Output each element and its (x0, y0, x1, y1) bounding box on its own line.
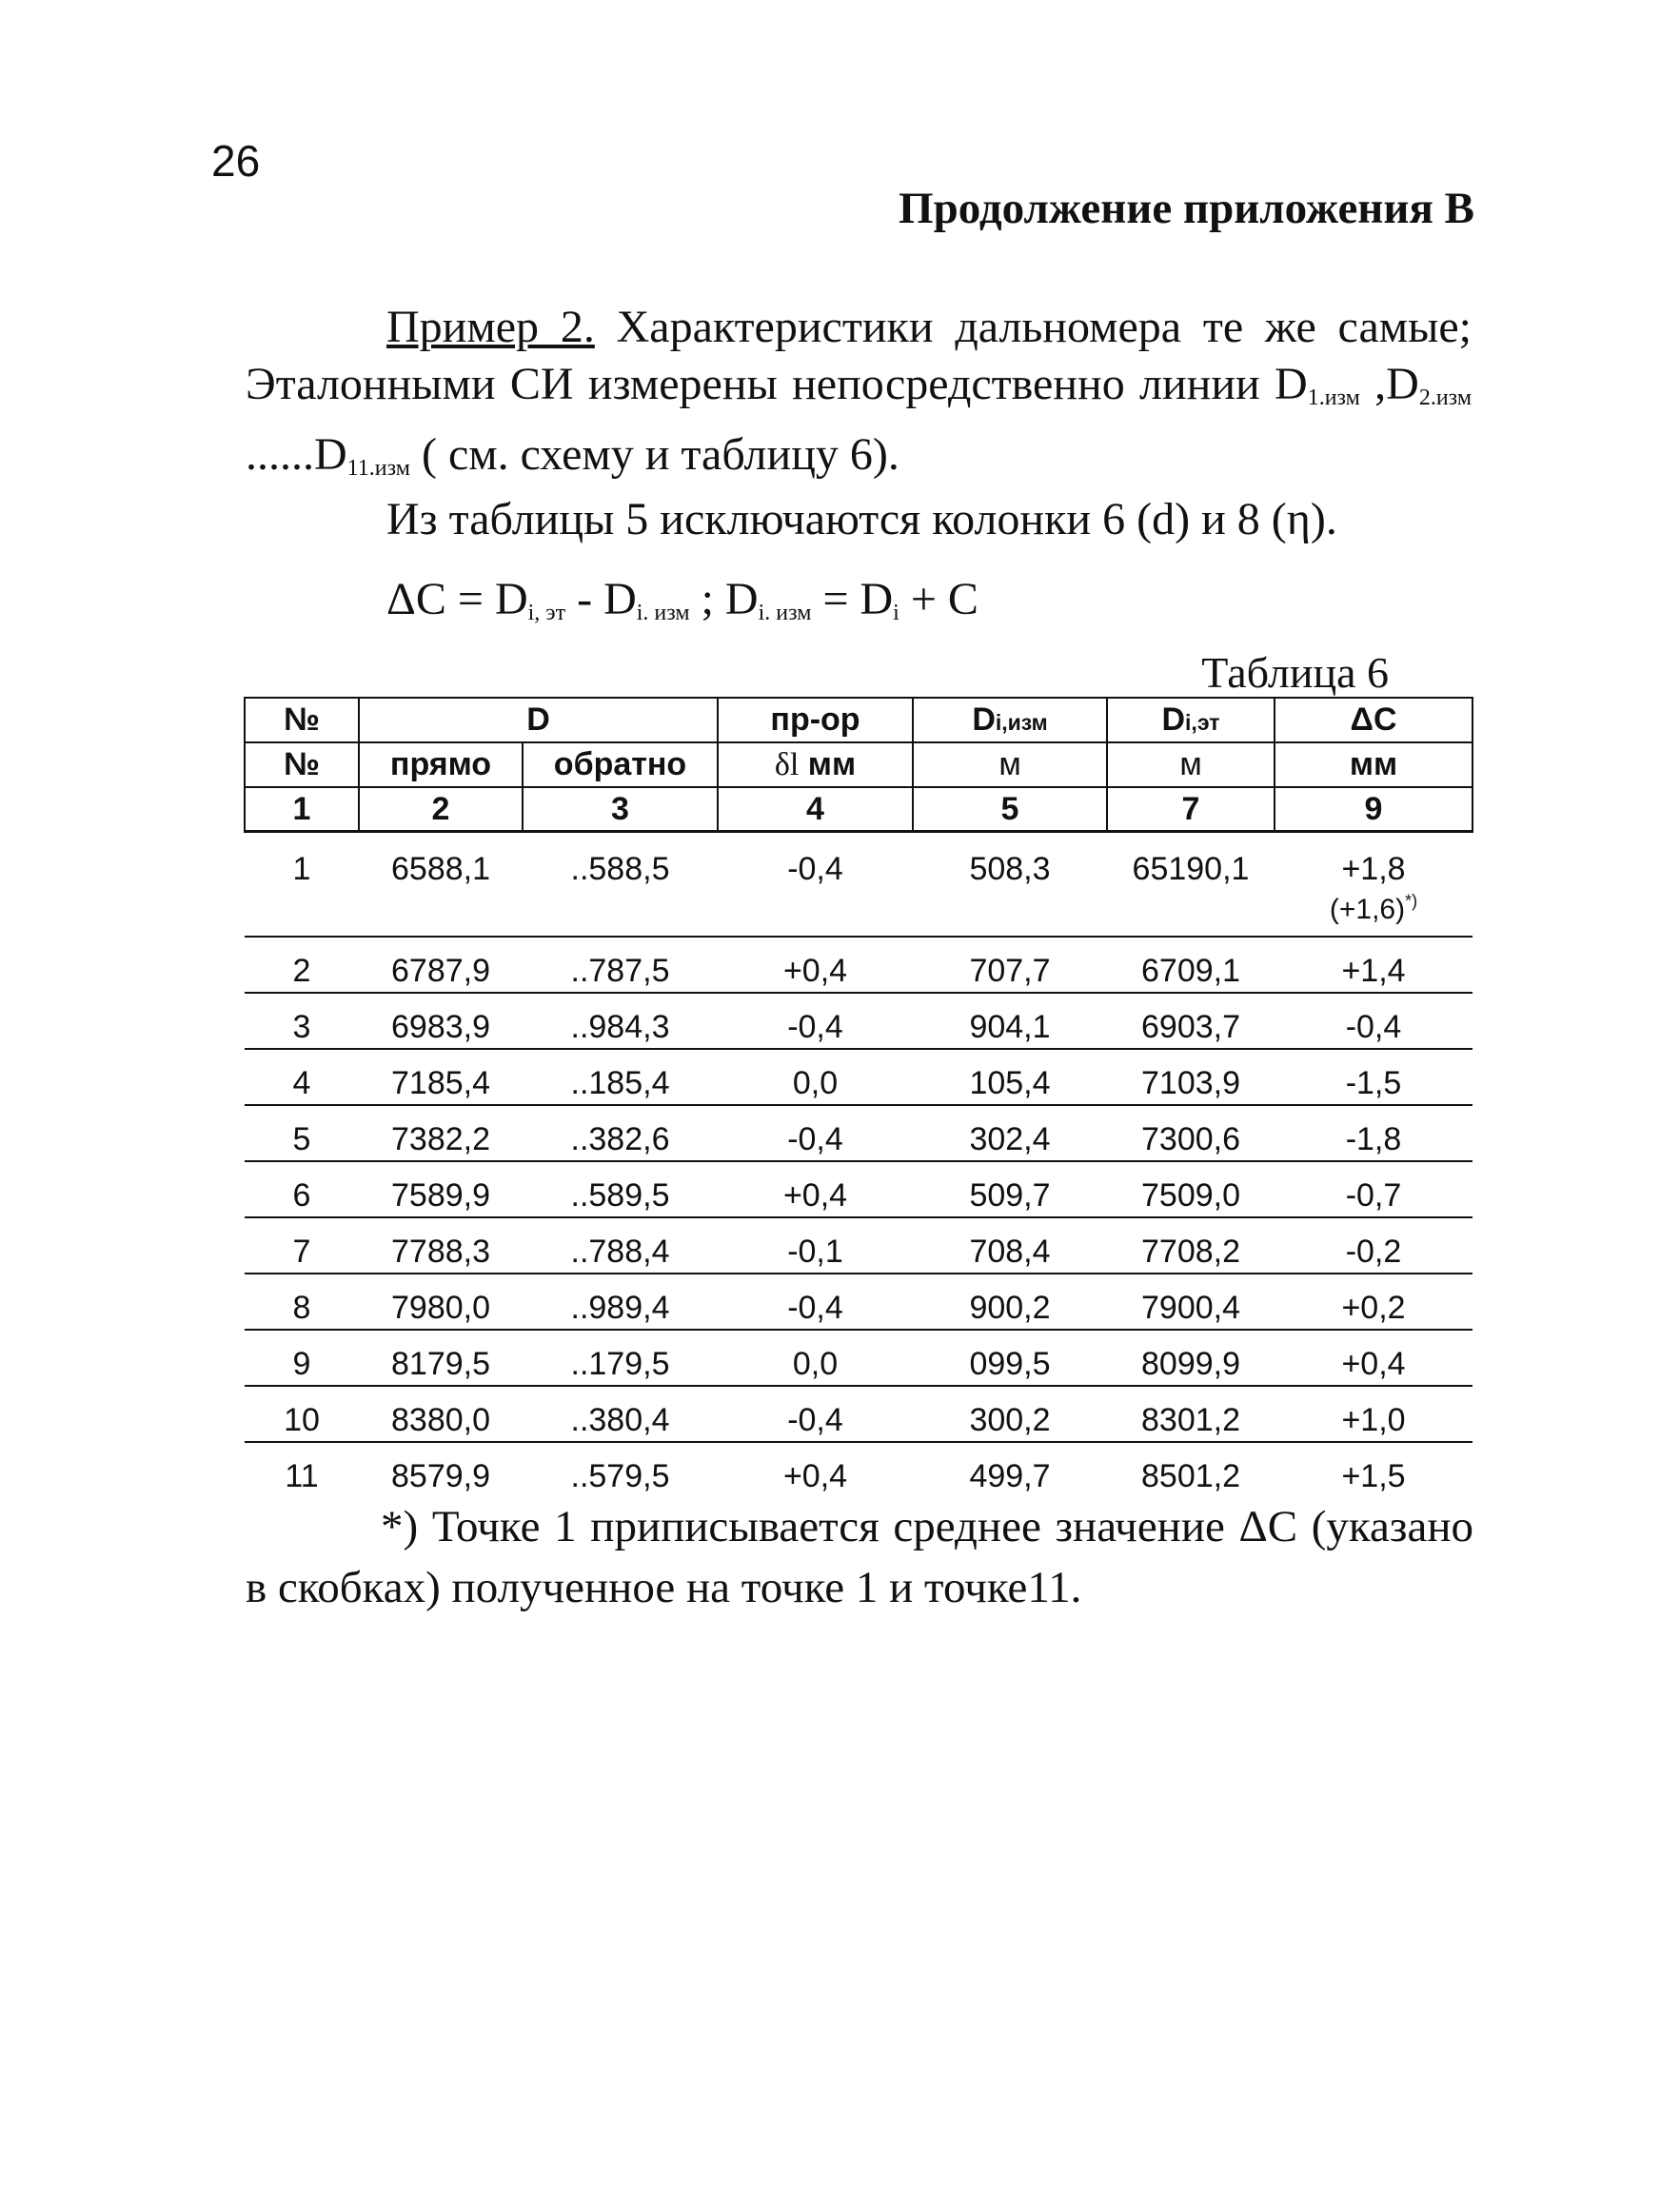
table-row (245, 1105, 1472, 1161)
table-cell: 708,4 (913, 1217, 1107, 1274)
column-number: 2 (359, 787, 523, 832)
table-cell: ..380,4 (523, 1386, 718, 1442)
table-cell: -0,7 (1275, 1161, 1472, 1217)
column-number: 9 (1275, 787, 1472, 832)
table-cell: -0,4 (718, 1386, 913, 1442)
subscript-1: 1.изм (1307, 385, 1360, 410)
example-text-a: Характеристики дальномера те же самые; Эталонными СИ измерены непосредственно линии D (246, 302, 1472, 409)
header-det (1107, 698, 1275, 742)
table-row (245, 993, 1472, 1049)
formula-c: ; D (689, 574, 759, 624)
table-cell: ..179,5 (523, 1330, 718, 1386)
formula-e: + C (899, 574, 978, 624)
example-text-b: ,D (1359, 359, 1419, 409)
table-cell: 9 (245, 1330, 359, 1386)
data-table (244, 697, 1473, 1497)
table-caption: Таблица 6 (1201, 648, 1389, 697)
table-cell: ..984,3 (523, 993, 718, 1049)
table-cell: 707,7 (913, 937, 1107, 993)
table-row (245, 937, 1472, 993)
table-row (245, 1386, 1472, 1442)
table-cell: +1,4 (1275, 937, 1472, 993)
formula (386, 571, 1529, 642)
table-cell: -0,4 (718, 993, 913, 1049)
table-cell: 6787,9 (359, 937, 523, 993)
header-no-bottom: № (245, 742, 359, 787)
table-cell: 904,1 (913, 993, 1107, 1049)
subscript-2: 2.изм (1418, 385, 1472, 410)
empty-cell (245, 890, 359, 937)
formula-sub-1: i, эт (527, 601, 566, 625)
header-pror-bottom (718, 742, 913, 787)
table-cell: +1,5 (1341, 1458, 1406, 1494)
table-cell: ..787,5 (523, 937, 718, 993)
table-cell: -0,2 (1275, 1217, 1472, 1274)
table-cell: ..382,6 (523, 1105, 718, 1161)
table-cell: 508,3 (969, 851, 1051, 887)
example-text-d: ( см. схему и таблицу 6). (409, 429, 899, 480)
column-number: 4 (718, 787, 913, 832)
table-cell: 8579,9 (391, 1458, 490, 1494)
table-cell: 7103,9 (1107, 1049, 1275, 1105)
table-row (245, 832, 1472, 891)
header-dc-top: ΔC (1275, 698, 1472, 742)
table-cell: 6903,7 (1107, 993, 1275, 1049)
table-cell: ..989,4 (523, 1274, 718, 1330)
table-cell: 499,7 (969, 1458, 1051, 1494)
formula-d: = D (811, 574, 894, 624)
table-cell: 900,2 (913, 1274, 1107, 1330)
table-cell: 6 (245, 1161, 359, 1217)
table-row (245, 1161, 1472, 1217)
table-cell: ..788,4 (523, 1217, 718, 1274)
formula-sub-3: i. изм (758, 601, 812, 625)
empty-cell (718, 890, 913, 937)
header-d: D (359, 698, 718, 742)
header-forward: прямо (359, 742, 523, 787)
table-cell: +0,2 (1275, 1274, 1472, 1330)
table-cell: 7 (245, 1217, 359, 1274)
header-pror-top: пр-ор (718, 698, 913, 742)
table-cell: 6588,1 (391, 851, 490, 887)
exclusion-note: Из таблицы 5 исключаются колонки 6 (d) и 8 (η). (386, 494, 1337, 544)
table-row (245, 1049, 1472, 1105)
empty-cell (523, 890, 718, 937)
table-cell: 0,0 (718, 1330, 913, 1386)
formula-sub-2: i. изм (636, 601, 690, 625)
table-cell: 8380,0 (359, 1386, 523, 1442)
header-pror-unit: мм (799, 746, 857, 782)
table-cell: 7382,2 (359, 1105, 523, 1161)
table-cell: 7980,0 (359, 1274, 523, 1330)
column-number: 3 (523, 787, 718, 832)
table-cell: -0,4 (718, 1105, 913, 1161)
header-dizm-unit: м (913, 742, 1107, 787)
table-cell: 8501,2 (1141, 1458, 1240, 1494)
table-row (245, 1330, 1472, 1386)
table-cell: 8301,2 (1107, 1386, 1275, 1442)
table-cell: 5 (245, 1105, 359, 1161)
appendix-title: Продолжение приложения В (899, 184, 1474, 233)
table-cell: 8 (245, 1274, 359, 1330)
header-dizm-main: D (972, 701, 996, 738)
header-no-top: № (245, 698, 359, 742)
table-cell: 105,4 (913, 1049, 1107, 1105)
table-row (245, 1442, 1472, 1497)
table-cell: -0,4 (1275, 993, 1472, 1049)
table-cell: +0,4 (718, 937, 913, 993)
table-cell: 65190,1 (1132, 851, 1250, 887)
table-cell: -1,8 (1275, 1105, 1472, 1161)
table-cell: 300,2 (913, 1386, 1107, 1442)
table-cell: ..579,5 (570, 1458, 670, 1494)
table-cell: +0,4 (1275, 1330, 1472, 1386)
header-dizm (913, 698, 1107, 742)
table-cell: -1,5 (1275, 1049, 1472, 1105)
table-cell: 7509,0 (1107, 1161, 1275, 1217)
table-cell: 7900,4 (1107, 1274, 1275, 1330)
table-cell: +0,4 (718, 1161, 913, 1217)
empty-cell (1107, 890, 1275, 937)
table-cell: 4 (245, 1049, 359, 1105)
table-cell: 0,0 (718, 1049, 913, 1105)
table-cell: 6983,9 (359, 993, 523, 1049)
formula-a: ΔC = D (386, 574, 528, 624)
table-cell: 10 (245, 1386, 359, 1442)
table-cell: 8179,5 (359, 1330, 523, 1386)
delta-note (1275, 890, 1472, 937)
empty-cell (913, 890, 1107, 937)
table-cell: 3 (245, 993, 359, 1049)
column-number: 5 (913, 787, 1107, 832)
table-cell: -0,4 (718, 1274, 913, 1330)
table-cell: ..185,4 (523, 1049, 718, 1105)
table-cell: +1,0 (1275, 1386, 1472, 1442)
table-row (245, 1274, 1472, 1330)
formula-sub-4: i (893, 601, 899, 625)
delta-note-value: (+1,6) (1329, 894, 1406, 925)
header-dc-unit: мм (1275, 742, 1472, 787)
column-number-row (245, 787, 1472, 832)
table-cell: 8099,9 (1107, 1330, 1275, 1386)
example-paragraph (246, 299, 1472, 497)
example-text-c: ......D (246, 429, 347, 480)
table-cell: 6709,1 (1107, 937, 1275, 993)
footnote-mark: *) (1405, 891, 1418, 911)
table-cell: +0,4 (782, 1458, 848, 1494)
table-cell: ..588,5 (570, 851, 670, 887)
table-cell: 7788,3 (359, 1217, 523, 1274)
table-cell: -0,1 (718, 1217, 913, 1274)
example-label: Пример 2. (386, 302, 595, 352)
table-cell: 7185,4 (359, 1049, 523, 1105)
table-cell: 7708,2 (1107, 1217, 1275, 1274)
table-cell: -0,4 (787, 851, 843, 887)
table-cell: 7589,9 (359, 1161, 523, 1217)
column-number: 7 (1107, 787, 1275, 832)
header-det-unit: м (1107, 742, 1275, 787)
table-row-note (245, 890, 1472, 937)
header-det-sub: i,эт (1185, 710, 1220, 735)
column-number: 1 (245, 787, 359, 832)
formula-b: - D (565, 574, 637, 624)
table-row (245, 1217, 1472, 1274)
header-dizm-sub: i,изм (995, 710, 1048, 735)
empty-cell (359, 890, 523, 937)
table-cell: 509,7 (913, 1161, 1107, 1217)
header-det-main: D (1161, 701, 1186, 738)
table-cell: 099,5 (913, 1330, 1107, 1386)
table-cell: ..589,5 (523, 1161, 718, 1217)
footnote: *) Точке 1 приписывается среднее значение ΔC (указано в скобках) полученное на точке 1 и точке11. (246, 1502, 1473, 1612)
table-cell: 7300,6 (1107, 1105, 1275, 1161)
table-cell: 2 (245, 937, 359, 993)
table-cell: 1 (292, 851, 311, 887)
table-cell: 302,4 (913, 1105, 1107, 1161)
header-backward: обратно (523, 742, 718, 787)
subscript-3: 11.изм (346, 456, 410, 481)
table-cell: 11 (285, 1458, 319, 1494)
header-pror-sym: δl (774, 747, 800, 782)
table-cell: +1,8 (1341, 851, 1406, 887)
page-number: 26 (211, 136, 261, 186)
